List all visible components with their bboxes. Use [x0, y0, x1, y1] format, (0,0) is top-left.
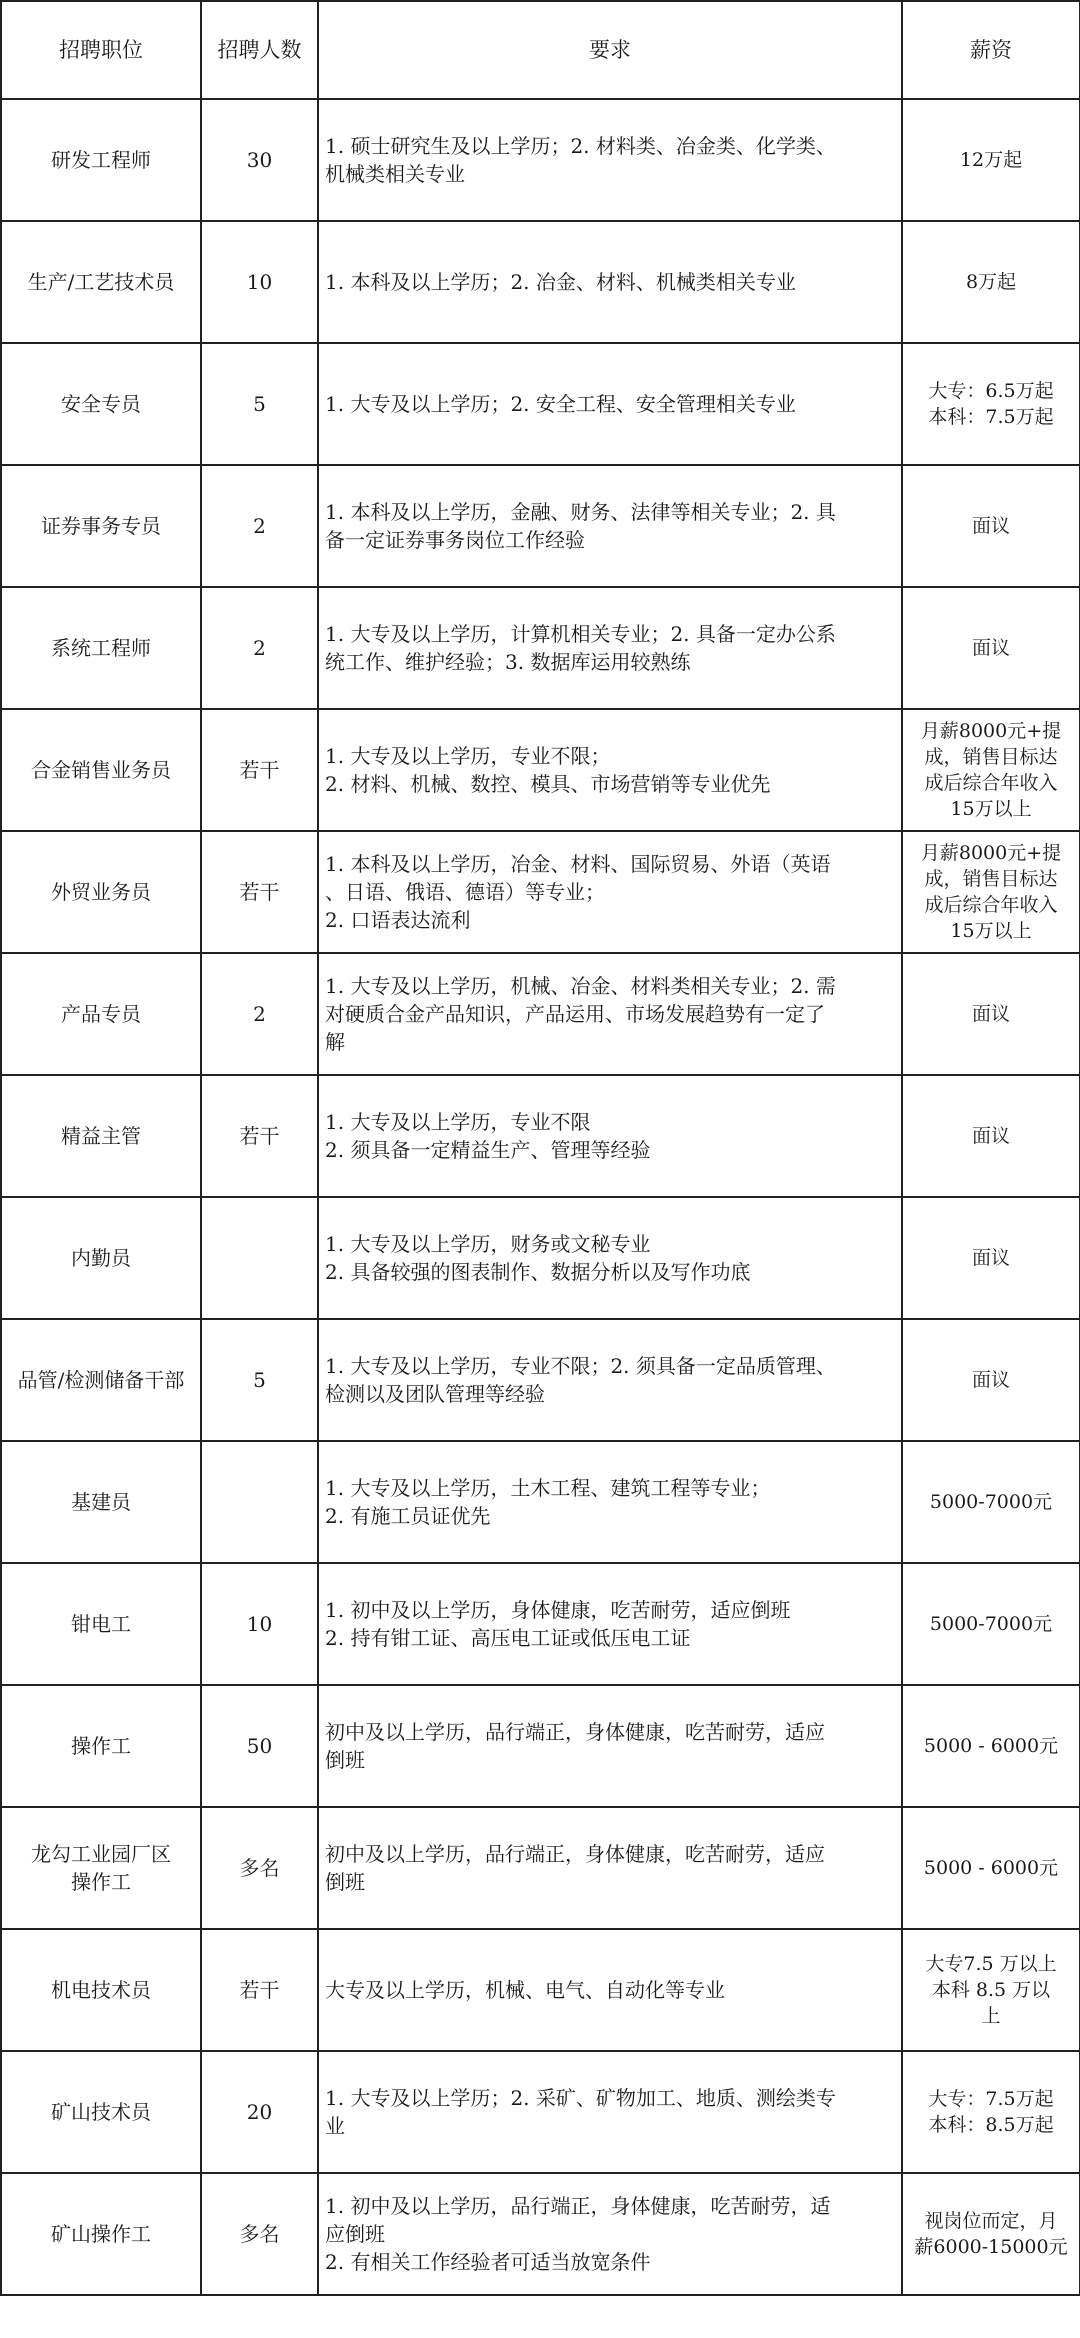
requirement-cell-line: 解	[325, 1030, 345, 1054]
requirement-cell	[318, 465, 902, 587]
requirement-cell-line: 1. 大专及以上学历，专业不限；2. 须具备一定品质管理、	[325, 1354, 836, 1378]
position-cell-line: 机电技术员	[51, 1978, 151, 2002]
salary-cell-line: 5000-7000元	[929, 1613, 1053, 1635]
table-row	[1, 99, 1080, 221]
salary-cell-line: 面议	[971, 1247, 1010, 1269]
position-cell-line: 证券事务专员	[41, 514, 161, 538]
requirement-cell-line: 1. 本科及以上学历，冶金、材料、国际贸易、外语（英语	[325, 852, 831, 876]
count-cell	[201, 1441, 318, 1563]
header-requirement: 要求	[318, 1, 902, 99]
salary-cell-line: 上	[981, 2005, 1001, 2027]
position-cell	[1, 953, 201, 1075]
requirement-cell-line: 1. 本科及以上学历，金融、财务、法律等相关专业；2. 具	[325, 500, 836, 524]
salary-cell-line: 本科：7.5万起	[928, 406, 1054, 428]
position-cell	[1, 1075, 201, 1197]
position-cell-line: 精益主管	[61, 1124, 141, 1148]
requirement-cell-line: 初中及以上学历，品行端正，身体健康，吃苦耐劳，适应	[325, 1842, 825, 1866]
salary-cell	[902, 1929, 1080, 2051]
table-row	[1, 953, 1080, 1075]
count-cell: 5	[201, 343, 318, 465]
requirement-cell	[318, 1441, 902, 1563]
salary-cell	[902, 221, 1080, 343]
requirement-cell-line: 倒班	[325, 1870, 365, 1894]
salary-cell	[902, 953, 1080, 1075]
table-row	[1, 1685, 1080, 1807]
salary-cell-line: 成，销售目标达	[924, 746, 1058, 768]
position-cell-line: 矿山技术员	[51, 2100, 151, 2124]
salary-cell-line: 12万起	[959, 149, 1023, 171]
salary-cell-line: 本科：8.5万起	[928, 2114, 1054, 2136]
requirement-cell-line: 1. 大专及以上学历；2. 安全工程、安全管理相关专业	[325, 392, 796, 416]
salary-cell	[902, 1197, 1080, 1319]
salary-cell	[902, 709, 1080, 831]
position-cell	[1, 1563, 201, 1685]
position-cell-line: 生产/工艺技术员	[27, 270, 175, 294]
count-cell: 2	[201, 587, 318, 709]
salary-cell	[902, 465, 1080, 587]
requirement-cell	[318, 1685, 902, 1807]
requirement-cell	[318, 99, 902, 221]
header-position: 招聘职位	[1, 1, 201, 99]
count-cell: 2	[201, 465, 318, 587]
requirement-cell-line: 2. 须具备一定精益生产、管理等经验	[325, 1138, 651, 1162]
table-row	[1, 221, 1080, 343]
salary-cell-line: 本科 8.5 万以	[931, 1979, 1051, 2001]
salary-cell-line: 面议	[971, 1003, 1010, 1025]
position-cell	[1, 343, 201, 465]
requirement-cell	[318, 831, 902, 953]
count-cell: 50	[201, 1685, 318, 1807]
requirement-cell-line: 初中及以上学历，品行端正，身体健康，吃苦耐劳，适应	[325, 1720, 825, 1744]
requirement-cell	[318, 2051, 902, 2173]
position-cell	[1, 1441, 201, 1563]
requirement-cell-line: 倒班	[325, 1748, 365, 1772]
table-row	[1, 1807, 1080, 1929]
requirement-cell	[318, 1929, 902, 2051]
count-cell: 多名	[201, 2173, 318, 2295]
requirement-cell-line: 统工作、维护经验；3. 数据库运用较熟练	[325, 650, 691, 674]
table-row	[1, 1319, 1080, 1441]
count-cell: 若干	[201, 1075, 318, 1197]
requirement-cell-line: 1. 大专及以上学历，土木工程、建筑工程等专业；	[325, 1476, 771, 1500]
position-cell	[1, 2051, 201, 2173]
requirement-cell	[318, 221, 902, 343]
position-cell	[1, 587, 201, 709]
count-cell: 5	[201, 1319, 318, 1441]
position-cell	[1, 709, 201, 831]
position-cell	[1, 1319, 201, 1441]
salary-cell-line: 面议	[971, 515, 1010, 537]
count-cell: 2	[201, 953, 318, 1075]
table-row	[1, 1197, 1080, 1319]
count-cell: 30	[201, 99, 318, 221]
position-cell	[1, 465, 201, 587]
salary-cell-line: 面议	[971, 637, 1010, 659]
table-row	[1, 1075, 1080, 1197]
position-cell-line: 安全专员	[61, 392, 141, 416]
recruitment-table-body	[1, 1, 1080, 2295]
table-row	[1, 709, 1080, 831]
salary-cell-line: 薪6000-15000元	[914, 2236, 1068, 2258]
position-cell	[1, 221, 201, 343]
requirement-cell-line: 1. 大专及以上学历，计算机相关专业；2. 具备一定办公系	[325, 622, 836, 646]
position-cell-line: 品管/检测储备干部	[17, 1368, 185, 1392]
salary-cell-line: 面议	[971, 1125, 1010, 1147]
requirement-cell-line: 1. 大专及以上学历，专业不限	[325, 1110, 591, 1134]
requirement-cell-line: 1. 大专及以上学历；2. 采矿、矿物加工、地质、测绘类专	[325, 2086, 836, 2110]
table-row	[1, 831, 1080, 953]
count-cell: 10	[201, 1563, 318, 1685]
requirement-cell-line: 应倒班	[325, 2222, 385, 2246]
salary-cell	[902, 587, 1080, 709]
requirement-cell-line: 1. 大专及以上学历，专业不限；	[325, 744, 611, 768]
requirement-cell-line: 2. 材料、机械、数控、模具、市场营销等专业优先	[325, 772, 771, 796]
requirement-cell	[318, 1807, 902, 1929]
requirement-cell	[318, 1197, 902, 1319]
position-cell-line: 研发工程师	[51, 148, 151, 172]
salary-cell	[902, 831, 1080, 953]
header-count: 招聘人数	[201, 1, 318, 99]
requirement-cell	[318, 343, 902, 465]
requirement-cell-line: 2. 具备较强的图表制作、数据分析以及写作功底	[325, 1260, 751, 1284]
requirement-cell-line: 2. 持有钳工证、高压电工证或低压电工证	[325, 1626, 691, 1650]
position-cell-line: 操作工	[71, 1734, 131, 1758]
requirement-cell	[318, 2173, 902, 2295]
table-row	[1, 2051, 1080, 2173]
salary-cell-line: 5000 - 6000元	[923, 1735, 1059, 1757]
requirement-cell-line: 2. 有相关工作经验者可适当放宽条件	[325, 2250, 651, 2274]
requirement-cell-line: 对硬质合金产品知识，产品运用、市场发展趋势有一定了	[325, 1002, 825, 1026]
salary-cell	[902, 1685, 1080, 1807]
requirement-cell-line: 2. 口语表达流利	[325, 908, 471, 932]
salary-cell	[902, 1319, 1080, 1441]
count-cell: 若干	[201, 831, 318, 953]
position-cell	[1, 99, 201, 221]
position-cell-line: 钳电工	[71, 1612, 131, 1636]
salary-cell-line: 月薪8000元+提	[920, 842, 1062, 864]
salary-cell	[902, 1441, 1080, 1563]
requirement-cell-line: 1. 本科及以上学历；2. 冶金、材料、机械类相关专业	[325, 270, 796, 294]
salary-cell	[902, 1563, 1080, 1685]
requirement-cell-line: 1. 初中及以上学历，身体健康，吃苦耐劳，适应倒班	[325, 1598, 791, 1622]
requirement-cell-line: 、日语、俄语、德语）等专业；	[325, 880, 605, 904]
requirement-cell-line: 业	[325, 2114, 345, 2138]
requirement-cell	[318, 953, 902, 1075]
position-cell	[1, 1929, 201, 2051]
salary-cell	[902, 1807, 1080, 1929]
requirement-cell	[318, 1075, 902, 1197]
salary-cell-line: 成后综合年收入	[924, 772, 1058, 794]
table-row	[1, 1441, 1080, 1563]
salary-cell-line: 大专：7.5万起	[928, 2088, 1054, 2110]
table-row	[1, 2173, 1080, 2295]
table-row	[1, 343, 1080, 465]
requirement-cell-line: 1. 大专及以上学历，机械、冶金、材料类相关专业；2. 需	[325, 974, 836, 998]
requirement-cell-line: 备一定证券事务岗位工作经验	[325, 528, 585, 552]
table-row	[1, 465, 1080, 587]
position-cell-line: 内勤员	[71, 1246, 131, 1270]
requirement-cell-line: 2. 有施工员证优先	[325, 1504, 491, 1528]
requirement-cell-line: 1. 硕士研究生及以上学历；2. 材料类、冶金类、化学类、	[325, 134, 836, 158]
salary-cell-line: 大专：6.5万起	[928, 380, 1054, 402]
position-cell	[1, 1807, 201, 1929]
salary-cell	[902, 2173, 1080, 2295]
position-cell-line: 系统工程师	[51, 636, 151, 660]
position-cell-line: 操作工	[71, 1870, 131, 1894]
salary-cell	[902, 99, 1080, 221]
table-header-row	[1, 1, 1080, 99]
position-cell-line: 外贸业务员	[51, 880, 151, 904]
position-cell	[1, 2173, 201, 2295]
salary-cell-line: 5000-7000元	[929, 1491, 1053, 1513]
salary-cell-line: 成，销售目标达	[924, 868, 1058, 890]
salary-cell-line: 大专7.5 万以上	[925, 1953, 1057, 1975]
count-cell: 10	[201, 221, 318, 343]
table-row	[1, 1563, 1080, 1685]
table-row	[1, 587, 1080, 709]
position-cell	[1, 1197, 201, 1319]
position-cell-line: 产品专员	[61, 1002, 141, 1026]
salary-cell-line: 成后综合年收入	[924, 894, 1058, 916]
salary-cell-line: 15万以上	[950, 798, 1032, 820]
salary-cell	[902, 2051, 1080, 2173]
requirement-cell-line: 1. 大专及以上学历，财务或文秘专业	[325, 1232, 651, 1256]
position-cell-line: 合金销售业务员	[31, 758, 171, 782]
salary-cell	[902, 343, 1080, 465]
position-cell	[1, 831, 201, 953]
requirement-cell-line: 1. 初中及以上学历，品行端正，身体健康，吃苦耐劳，适	[325, 2194, 831, 2218]
count-cell: 若干	[201, 1929, 318, 2051]
salary-cell-line: 8万起	[965, 271, 1017, 293]
salary-cell-line: 15万以上	[950, 920, 1032, 942]
position-cell-line: 龙勾工业园厂区	[31, 1842, 171, 1866]
position-cell-line: 基建员	[71, 1490, 131, 1514]
salary-cell-line: 月薪8000元+提	[920, 720, 1062, 742]
salary-cell-line: 5000 - 6000元	[923, 1857, 1059, 1879]
salary-cell-line: 面议	[971, 1369, 1010, 1391]
requirement-cell	[318, 1319, 902, 1441]
requirement-cell-line: 大专及以上学历，机械、电气、自动化等专业	[325, 1978, 725, 2002]
requirement-cell-line: 机械类相关专业	[325, 162, 465, 186]
requirement-cell	[318, 587, 902, 709]
count-cell: 若干	[201, 709, 318, 831]
salary-cell-line: 视岗位而定，月	[924, 2210, 1058, 2232]
requirement-cell	[318, 709, 902, 831]
position-cell	[1, 1685, 201, 1807]
requirement-cell-line: 检测以及团队管理等经验	[325, 1382, 545, 1406]
table-row	[1, 1929, 1080, 2051]
header-salary: 薪资	[902, 1, 1080, 99]
count-cell: 多名	[201, 1807, 318, 1929]
count-cell: 20	[201, 2051, 318, 2173]
count-cell	[201, 1197, 318, 1319]
requirement-cell	[318, 1563, 902, 1685]
position-cell-line: 矿山操作工	[51, 2222, 151, 2246]
salary-cell	[902, 1075, 1080, 1197]
